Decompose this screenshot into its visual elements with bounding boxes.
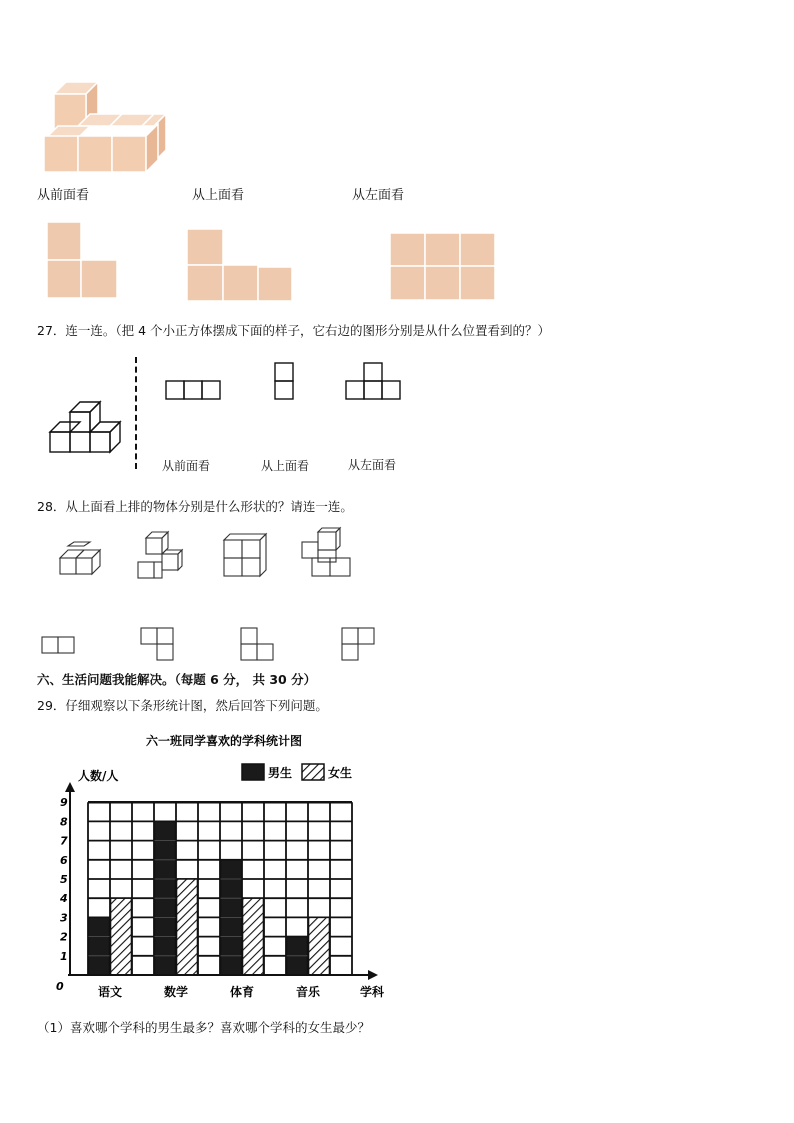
chart-y-ticks <box>59 796 68 963</box>
y-axis-arrow <box>65 782 75 792</box>
bar-boys-语文 <box>89 917 110 975</box>
q28-shape-1 <box>41 636 77 656</box>
section-6-heading: 六、生活问题我能解决。（每题 6 分， 共 30 分） <box>37 672 317 687</box>
bar-chart <box>40 728 400 1003</box>
q28-object-2 <box>136 530 186 580</box>
q28-object-4 <box>300 526 354 578</box>
bar-girls-数学 <box>177 879 198 975</box>
chart-x-ticks <box>98 984 321 999</box>
q27-shape-t <box>345 362 403 402</box>
top-cube-figure <box>40 80 175 175</box>
legend-swatch-girls <box>302 764 324 780</box>
q28-shape-2 <box>140 627 176 663</box>
q27-label-top: 从上面看 <box>261 459 310 473</box>
x-tick-label: 体育 <box>229 985 255 999</box>
x-tick-label: 数学 <box>163 985 189 999</box>
x-tick-label: 音乐 <box>295 985 321 999</box>
y-tick-label: 9 <box>60 796 68 810</box>
question-28-text: 28．从上面看上排的物体分别是什么形状的？请连一连。 <box>37 499 353 514</box>
y-tick-label: 4 <box>60 892 68 906</box>
legend-label-girls: 女生 <box>328 766 353 780</box>
question-29-text: 29．仔细观察以下条形统计图，然后回答下列问题。 <box>37 698 328 713</box>
top-view-shape <box>186 228 294 302</box>
bar-girls-音乐 <box>309 917 330 975</box>
chart-xlabel: 学科 <box>360 985 385 999</box>
question-27-text: 27．连一连。（把 4 个小正方体摆成下面的样子，它右边的图形分别是从什么位置看到的？） <box>37 323 551 338</box>
q27-cube-figure <box>44 398 126 460</box>
q28-object-3 <box>220 532 270 578</box>
y-tick-label: 2 <box>60 930 68 944</box>
question-29-sub-1: （1）喜欢哪个学科的男生最多？喜欢哪个学科的女生最少？ <box>37 1020 370 1035</box>
x-axis-arrow <box>368 970 378 980</box>
y-tick-label: 8 <box>60 815 68 829</box>
q28-shape-3 <box>240 627 276 663</box>
front-view-shape <box>46 220 120 300</box>
chart-ylabel: 人数/人 <box>78 769 119 783</box>
q27-label-front: 从前面看 <box>162 459 211 473</box>
q27-shape-two-column <box>274 362 296 402</box>
bar-girls-语文 <box>111 898 132 975</box>
q27-shape-three-row <box>165 380 223 402</box>
label-left-view: 从左面看 <box>352 188 405 203</box>
legend-swatch-boys <box>242 764 264 780</box>
chart-origin: 0 <box>56 980 64 993</box>
q27-label-left: 从左面看 <box>348 458 397 472</box>
label-top-view: 从上面看 <box>192 188 245 203</box>
y-tick-label: 5 <box>60 873 68 886</box>
q28-shape-4 <box>341 627 377 663</box>
x-tick-label: 语文 <box>97 985 123 999</box>
legend-label-boys: 男生 <box>268 766 293 780</box>
chart-title: 六一班同学喜欢的学科统计图 <box>145 734 303 748</box>
y-tick-label: 1 <box>60 949 68 963</box>
y-tick-label: 7 <box>60 834 68 848</box>
q28-object-1 <box>56 540 106 578</box>
chart-legend <box>242 764 352 780</box>
bar-girls-体育 <box>243 898 264 975</box>
y-tick-label: 3 <box>60 911 68 925</box>
label-front-view: 从前面看 <box>37 188 90 203</box>
divider-dashed <box>135 357 137 469</box>
y-tick-label: 6 <box>60 853 68 867</box>
left-view-shape <box>389 232 497 302</box>
